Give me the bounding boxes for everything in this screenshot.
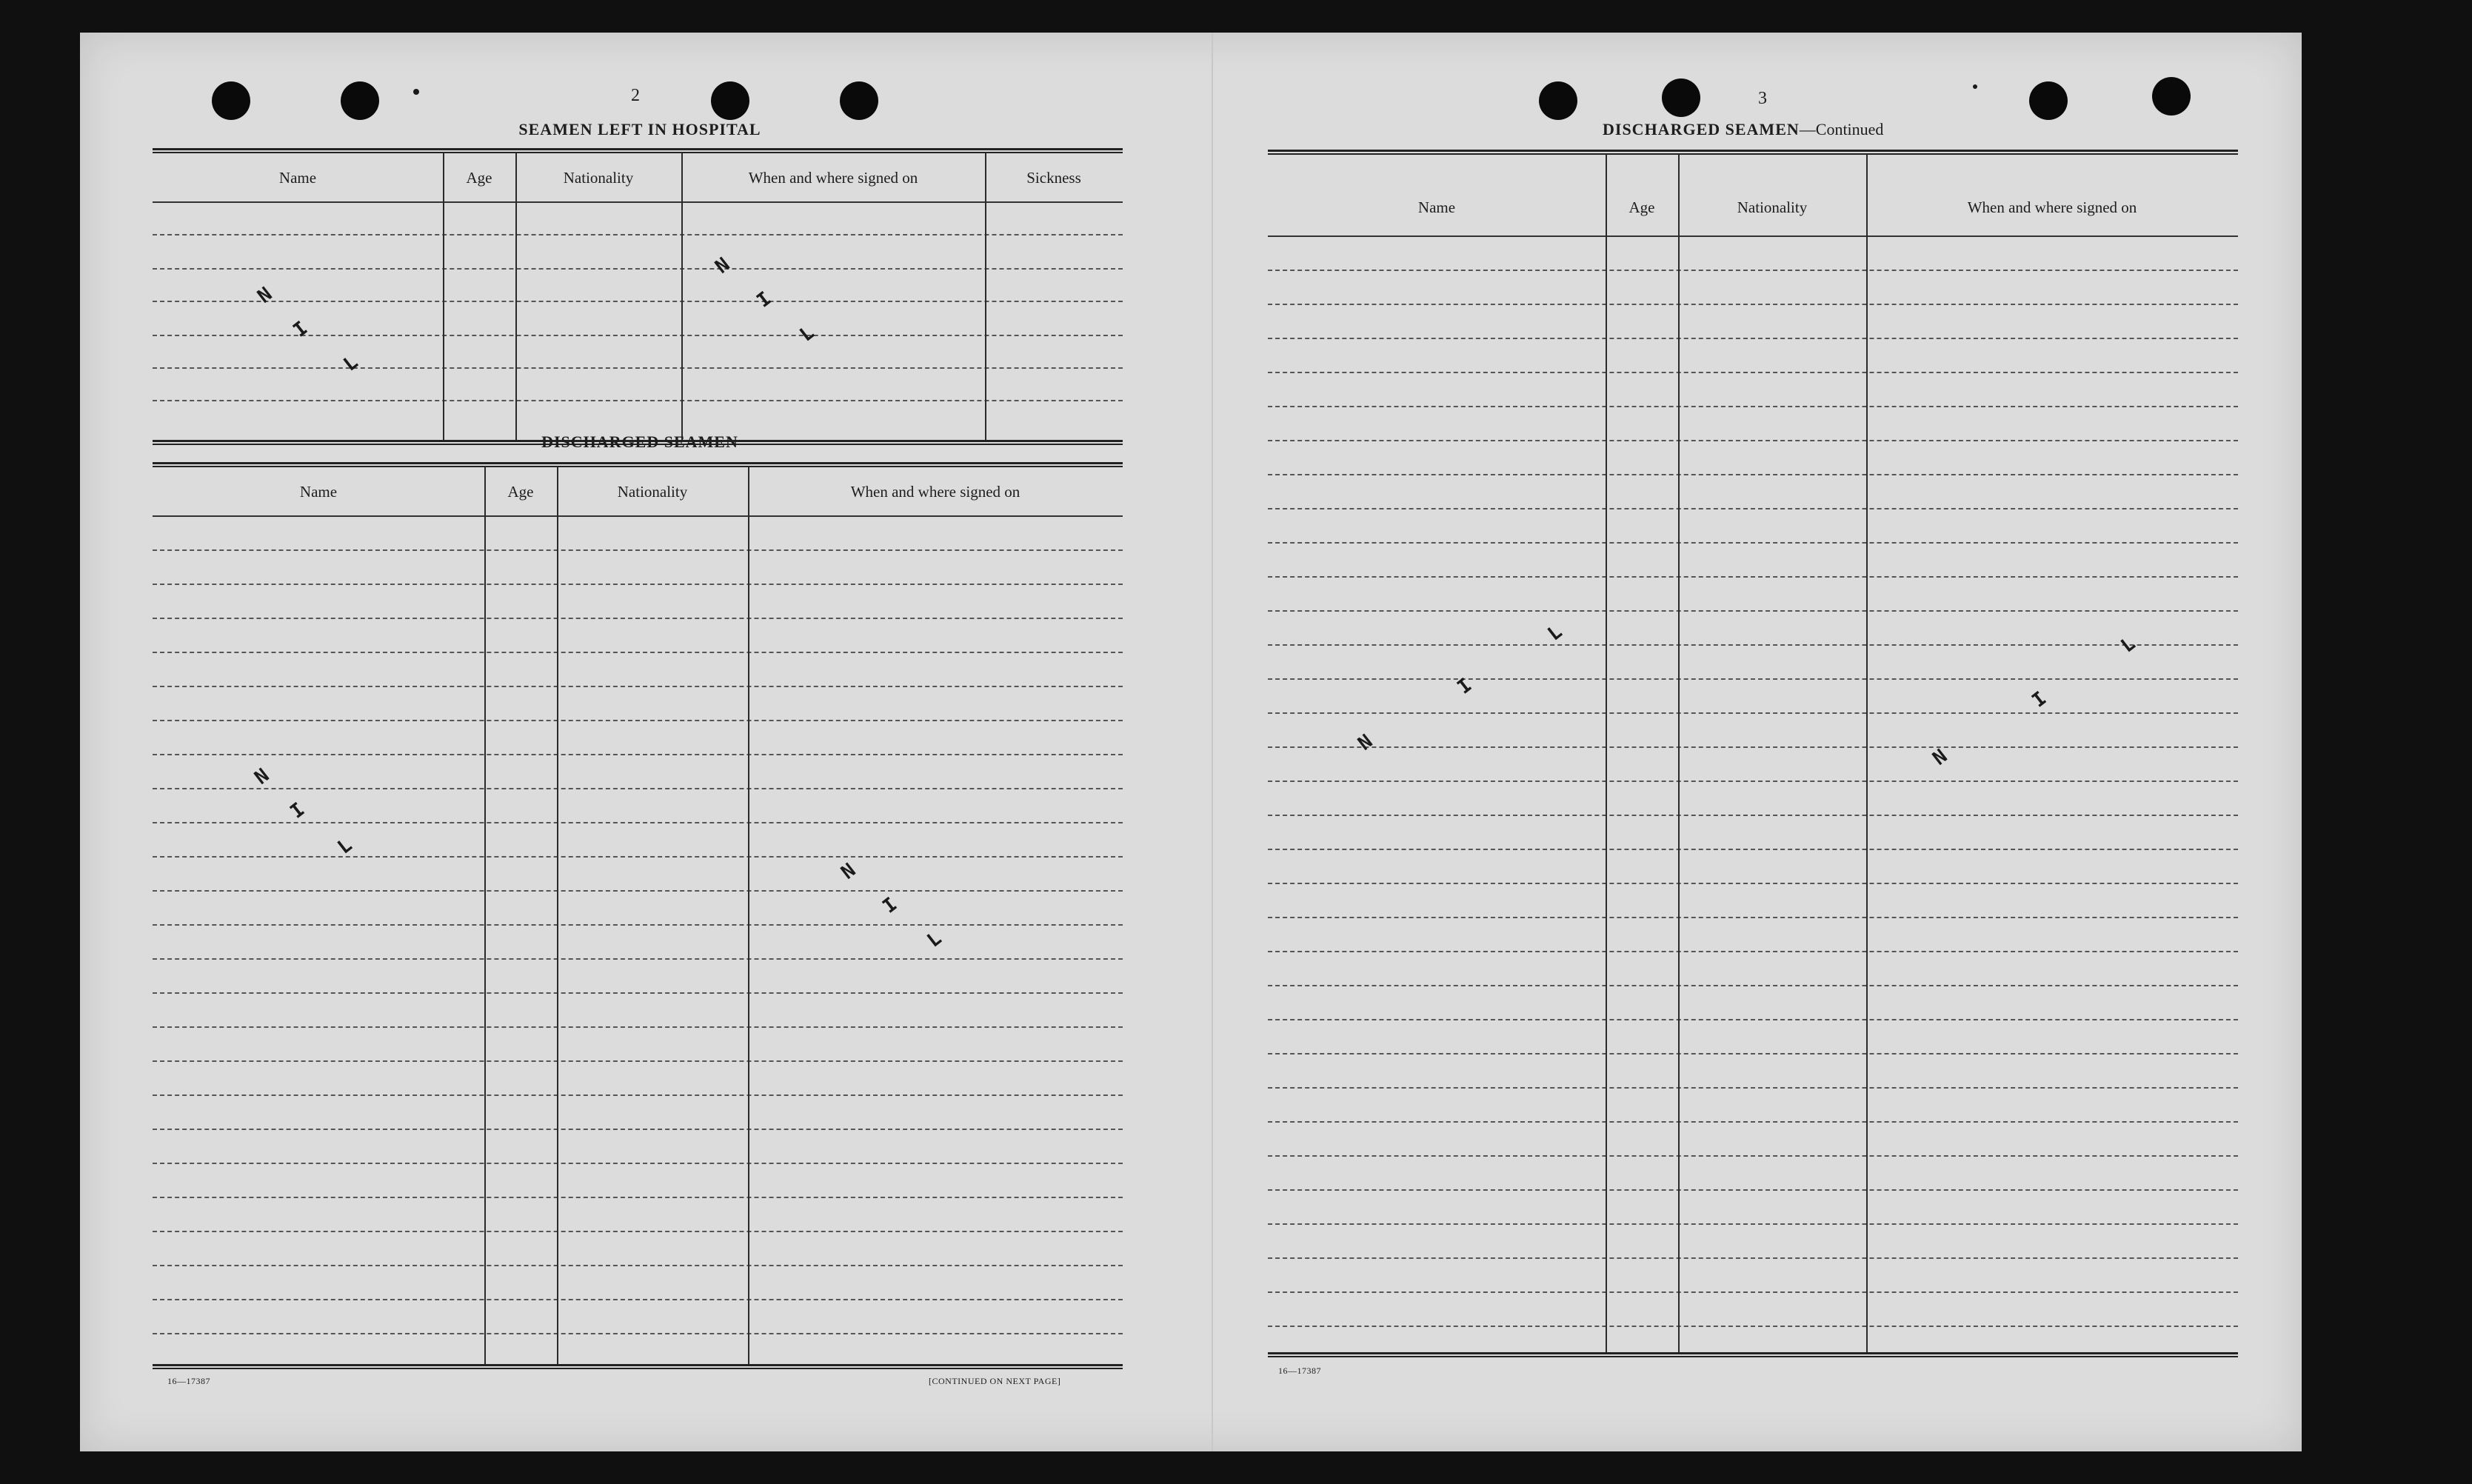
nil-letter-l: L [339,351,363,376]
col-header-nationality: Nationality [1737,198,1808,216]
discharged-title: DISCHARGED SEAMEN [541,432,738,451]
nil-letter-l: L [333,834,357,859]
punch-hole [1662,78,1700,117]
page-number-left: 2 [631,86,640,105]
col-header-age: Age [507,483,534,501]
col-header-name: Name [1417,198,1456,216]
discharged-continued-title-suffix: —Continued [1799,120,1884,138]
nil-letter-l: L [1543,621,1567,646]
nil-letter-i: I [752,287,776,312]
page-number-right: 3 [1758,89,1767,108]
col-header-name: Name [278,169,317,187]
punch-hole [2152,77,2191,116]
discharged-continued-title [1603,120,1883,139]
col-header-nationality: Nationality [563,169,634,187]
nil-letter-i: I [878,893,902,918]
punch-hole [1539,81,1577,120]
form-number-left: 16—17387 [167,1376,210,1386]
nil-letter-i: I [2028,687,2051,712]
nil-letter-l: L [795,321,819,347]
hospital-table [153,148,1123,447]
discharged-table [153,462,1123,1370]
nil-letter-n: N [253,283,277,308]
nil-letter-i: I [286,798,310,823]
nil-letter-l: L [923,927,946,952]
nil-letter-n: N [837,859,861,884]
col-header-sickness: Sickness [1026,169,1081,187]
punch-hole [341,81,379,120]
col-header-signed-on: When and where signed on [748,169,918,187]
continued-note: [CONTINUED ON NEXT PAGE] [929,1376,1061,1386]
nil-letter-i: I [289,317,313,342]
form-number-right: 16—17387 [1278,1366,1321,1376]
nil-letter-n: N [1354,730,1377,755]
punch-hole [711,81,749,120]
nil-letter-i: I [1453,674,1477,699]
discharged-continued-table [1268,150,2238,1361]
col-header-age: Age [466,169,492,187]
col-header-nationality: Nationality [617,483,688,501]
col-header-signed-on: When and where signed on [1967,198,2137,216]
nil-letter-n: N [711,253,735,278]
discharged-continued-title-main: DISCHARGED SEAMEN [1603,120,1800,138]
ink-speck [1973,84,1977,89]
punch-hole [212,81,250,120]
col-header-name: Name [299,483,338,501]
nil-letter-n: N [250,764,274,789]
punch-hole [840,81,878,120]
col-header-age: Age [1628,198,1655,216]
nil-letter-l: L [2117,632,2140,658]
document-sheet [80,33,2302,1451]
nil-letter-n: N [1928,745,1952,770]
hospital-title: SEAMEN LEFT IN HOSPITAL [518,120,761,138]
page-fold [1212,33,1213,1451]
punch-hole [2029,81,2068,120]
col-header-signed-on: When and where signed on [850,483,1020,501]
ink-speck [413,89,419,95]
